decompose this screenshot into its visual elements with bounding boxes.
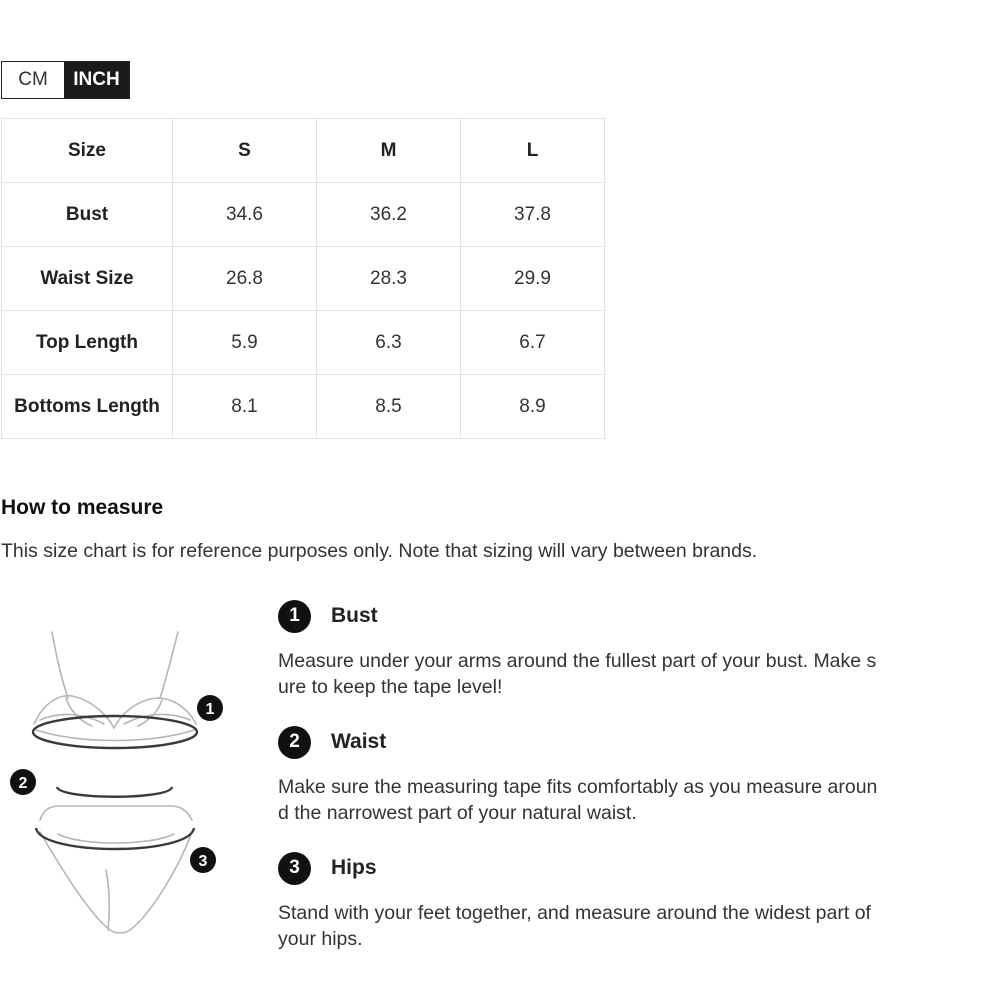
bikini-illustration-icon bbox=[0, 620, 240, 950]
description-line: Make sure the measuring tape fits comfortably as you measure aroun bbox=[278, 776, 878, 798]
table-cell: 6.7 bbox=[461, 311, 605, 375]
description-line: Measure under your arms around the fullest part of your bust. Make s bbox=[278, 650, 877, 672]
table-cell: 8.1 bbox=[173, 375, 317, 439]
row-label: Bust bbox=[2, 183, 173, 247]
table-cell: 5.9 bbox=[173, 311, 317, 375]
measure-name: Bust bbox=[331, 604, 378, 627]
table-header-row bbox=[2, 119, 605, 183]
table-cell: 36.2 bbox=[317, 183, 461, 247]
table-cell: 8.9 bbox=[461, 375, 605, 439]
reference-note: This size chart is for reference purposes only. Note that sizing will vary between brands. bbox=[1, 540, 758, 562]
marker-3-label: 3 bbox=[198, 853, 208, 870]
measure-description bbox=[278, 900, 968, 952]
table-cell: 26.8 bbox=[173, 247, 317, 311]
unit-inch-button[interactable]: INCH bbox=[64, 62, 129, 98]
size-table bbox=[1, 118, 605, 439]
table-row bbox=[2, 375, 605, 439]
measure-item-bust bbox=[278, 599, 968, 700]
table-cell: 28.3 bbox=[317, 247, 461, 311]
row-label: Top Length bbox=[2, 311, 173, 375]
table-header-cell: S bbox=[173, 119, 317, 183]
row-label: Bottoms Length bbox=[2, 375, 173, 439]
description-line: d the narrowest part of your natural waist. bbox=[278, 802, 637, 824]
description-line: your hips. bbox=[278, 928, 363, 950]
number-badge: 1 bbox=[278, 600, 311, 633]
number-badge: 3 bbox=[278, 852, 311, 885]
measure-name: Waist bbox=[331, 730, 387, 753]
marker-3 bbox=[190, 847, 216, 873]
number-badge: 2 bbox=[278, 726, 311, 759]
table-cell: 8.5 bbox=[317, 375, 461, 439]
table-header-cell: Size bbox=[2, 119, 173, 183]
table-header-cell: L bbox=[461, 119, 605, 183]
description-line: ure to keep the tape level! bbox=[278, 676, 503, 698]
table-row bbox=[2, 183, 605, 247]
table-cell: 34.6 bbox=[173, 183, 317, 247]
table-row bbox=[2, 247, 605, 311]
table-header-cell: M bbox=[317, 119, 461, 183]
how-to-measure-title: How to measure bbox=[1, 496, 164, 519]
table-cell: 6.3 bbox=[317, 311, 461, 375]
marker-2-label: 2 bbox=[18, 775, 28, 792]
marker-1-label: 1 bbox=[205, 701, 215, 718]
measure-description bbox=[278, 648, 968, 700]
measure-item-hips bbox=[278, 851, 968, 952]
measure-item-waist bbox=[278, 725, 968, 826]
marker-2 bbox=[10, 769, 36, 795]
table-row bbox=[2, 311, 605, 375]
marker-1 bbox=[197, 695, 223, 721]
description-line: Stand with your feet together, and measure around the widest part of bbox=[278, 902, 871, 924]
measure-description bbox=[278, 774, 968, 826]
unit-toggle bbox=[1, 61, 130, 99]
measure-name: Hips bbox=[331, 856, 377, 879]
table-cell: 37.8 bbox=[461, 183, 605, 247]
unit-cm-button[interactable]: CM bbox=[2, 62, 64, 98]
row-label: Waist Size bbox=[2, 247, 173, 311]
table-cell: 29.9 bbox=[461, 247, 605, 311]
